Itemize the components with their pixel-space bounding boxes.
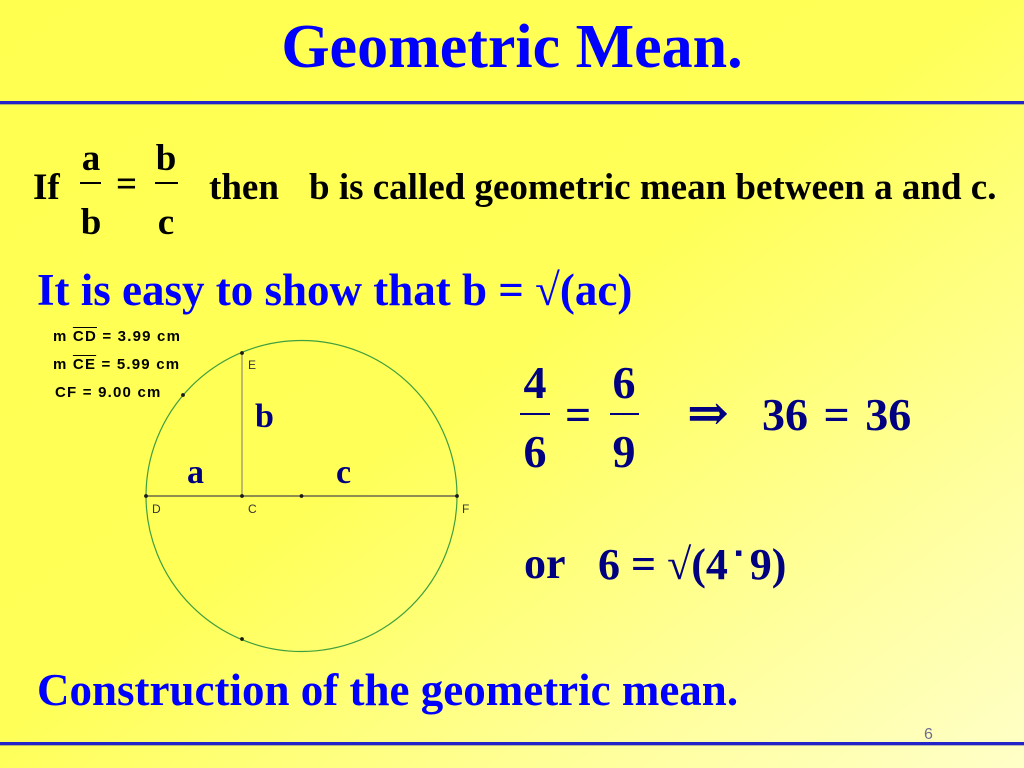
ratio-left-numerator: a: [81, 138, 101, 179]
segment-name-cd: $\overline{CD}$: [72, 328, 97, 345]
measurement-prefix: m: [53, 356, 73, 373]
measurement-cf: CF = 9.00 cm: [55, 384, 162, 401]
ratio-right-numerator: b: [155, 138, 177, 179]
point-label-d: D: [152, 502, 161, 516]
slide-title: Geometric Mean.: [281, 13, 743, 81]
definition-then: then: [209, 167, 279, 208]
ratio-left-denominator: b: [80, 202, 102, 243]
segment-label-b: b: [255, 398, 274, 435]
segment-label-a: a: [187, 454, 204, 491]
root-expression-right: 9): [749, 540, 787, 589]
example-right-numerator: 6: [612, 357, 636, 408]
example-left-denominator: 6: [523, 426, 547, 477]
point-label-e: E: [248, 358, 257, 372]
root-expression: [598, 542, 786, 587]
definition-statement: b is called geometric mean between a and c.: [309, 167, 997, 208]
point-c: [240, 494, 244, 498]
segment-label-c: c: [336, 454, 352, 491]
measurement-cd: [53, 329, 181, 344]
page-number: 6: [924, 726, 933, 743]
point-label-c: C: [248, 502, 257, 516]
example-left-numerator: 4: [523, 357, 547, 408]
measurement-value: = 5.99 cm: [96, 356, 181, 373]
implies-arrow-icon: ⇒: [687, 385, 729, 441]
point-label-f: F: [462, 502, 470, 516]
example-right-denominator: 9: [612, 426, 636, 477]
measurement-ce: [53, 357, 180, 372]
title-rule: [0, 101, 1024, 104]
point-e-reflection: [240, 637, 244, 641]
root-expression-left: 6 = √(4: [598, 540, 728, 589]
segment-name-ce: $\overline{CE}$: [72, 356, 97, 373]
multiply-dot: ▪: [734, 540, 743, 565]
point-d: [144, 494, 148, 498]
measurement-prefix: m: [53, 328, 73, 345]
construction-caption: Construction of the geometric mean.: [37, 665, 739, 715]
point-e: [240, 351, 244, 355]
claim-text: It is easy to show that b = √(ac): [37, 265, 633, 315]
footer-rule: [0, 742, 1024, 745]
definition-if: If: [33, 167, 60, 208]
example-result: 36 = 36: [762, 389, 912, 440]
alternative-or: or: [524, 539, 566, 588]
point-on-arc: [181, 393, 185, 397]
point-f: [455, 494, 459, 498]
measurement-value: = 3.99 cm: [96, 328, 182, 345]
example-left-bar: [520, 413, 550, 415]
ratio-right-denominator: c: [157, 202, 175, 243]
definition-equals: =: [116, 164, 138, 205]
point-center: [300, 494, 304, 498]
example-equals: =: [565, 389, 592, 440]
ratio-left-bar: [80, 182, 101, 184]
example-right-bar: [610, 413, 639, 415]
ratio-right-bar: [155, 182, 178, 184]
